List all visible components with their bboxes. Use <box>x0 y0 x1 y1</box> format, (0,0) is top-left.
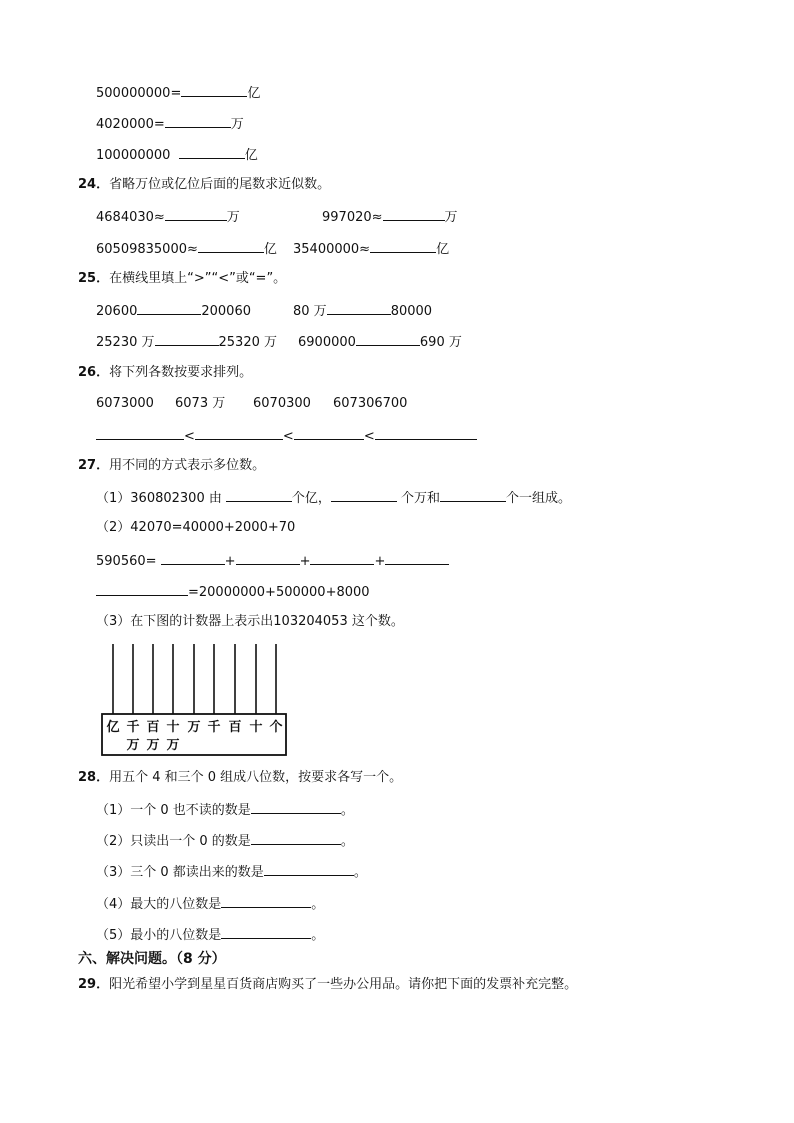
answer-blank[interactable] <box>331 488 397 502</box>
q25-item: 20600 200060 <box>96 301 251 321</box>
abacus-label: 百 <box>228 720 242 735</box>
q27-part3: （3）在下图的计数器上表示出103204053 这个数。 <box>96 614 404 629</box>
q25-item: 80 万 80000 <box>293 301 432 321</box>
abacus-label: 亿 <box>106 720 120 735</box>
q26-ordering-line: < < < <box>96 426 477 446</box>
answer-blank[interactable] <box>310 551 374 565</box>
answer-blank[interactable] <box>155 332 219 346</box>
answer-blank[interactable] <box>251 800 341 814</box>
q26-number: 6070300 <box>253 396 311 411</box>
question-28-title: 28．用五个 4 和三个 0 组成八位数，按要求各写一个。 <box>78 770 403 785</box>
abacus-label: 十 <box>249 720 263 735</box>
answer-blank[interactable] <box>375 426 477 440</box>
q27-part1: （1）360802300 由 个亿， 个万和 个一组成。 <box>96 488 571 508</box>
answer-blank[interactable] <box>165 207 227 221</box>
line-100000000: 100000000 亿 <box>96 145 258 165</box>
question-26-title: 26．将下列各数按要求排列。 <box>78 365 253 380</box>
answer-blank[interactable] <box>195 426 283 440</box>
answer-blank[interactable] <box>264 862 354 876</box>
answer-blank[interactable] <box>96 426 184 440</box>
abacus-label: 万 <box>187 720 201 735</box>
q27-part2-expansion: 590560= + + + <box>96 551 449 571</box>
q24-item: 35400000≈ 亿 <box>293 239 449 259</box>
q27-part2: （2）42070=40000+2000+70 <box>96 520 296 535</box>
answer-blank[interactable] <box>198 239 264 253</box>
q25-item: 25230 万 25320 万 <box>96 332 277 352</box>
abacus-label: 个 <box>269 720 283 735</box>
q28-item: （3）三个 0 都读出来的数是 。 <box>96 862 367 882</box>
answer-blank[interactable] <box>137 301 201 315</box>
answer-blank[interactable] <box>236 551 300 565</box>
line-4020000: 4020000= 万 <box>96 114 244 134</box>
answer-blank[interactable] <box>221 894 311 908</box>
q24-item: 4684030≈ 万 <box>96 207 240 227</box>
abacus-label: 千 <box>126 720 140 735</box>
answer-blank[interactable] <box>96 582 188 596</box>
answer-blank[interactable] <box>251 831 341 845</box>
q26-number: 6073000 <box>96 396 154 411</box>
answer-blank[interactable] <box>356 332 420 346</box>
q28-item: （2）只读出一个 0 的数是 。 <box>96 831 354 851</box>
q28-item: （5）最小的八位数是 。 <box>96 925 324 945</box>
answer-blank[interactable] <box>181 83 247 97</box>
answer-blank[interactable] <box>370 239 436 253</box>
question-24-title: 24．省略万位或亿位后面的尾数求近似数。 <box>78 177 331 192</box>
q24-item: 997020≈ 万 <box>322 207 458 227</box>
q28-item: （4）最大的八位数是 。 <box>96 894 324 914</box>
q25-item: 6900000 690 万 <box>298 332 462 352</box>
abacus-drawing <box>101 644 287 756</box>
answer-blank[interactable] <box>165 114 231 128</box>
answer-blank[interactable] <box>440 488 506 502</box>
q24-item: 60509835000≈ 亿 <box>96 239 277 259</box>
abacus-label: 千 <box>207 720 221 735</box>
abacus-label-wan: 万 <box>146 738 160 753</box>
answer-blank[interactable] <box>327 301 391 315</box>
abacus-label: 十 <box>166 720 180 735</box>
answer-blank[interactable] <box>383 207 445 221</box>
q26-number: 6073 万 <box>175 396 226 411</box>
answer-blank[interactable] <box>221 925 311 939</box>
answer-blank[interactable] <box>161 551 225 565</box>
question-27-title: 27．用不同的方式表示多位数。 <box>78 458 266 473</box>
answer-blank[interactable] <box>226 488 292 502</box>
answer-blank[interactable] <box>385 551 449 565</box>
abacus-label-wan: 万 <box>126 738 140 753</box>
question-25-title: 25．在横线里填上“>”“<”或“=”。 <box>78 271 287 286</box>
abacus-label: 百 <box>146 720 160 735</box>
line-500000000: 500000000= 亿 <box>96 83 260 103</box>
question-29-title: 29．阳光希望小学到星星百货商店购买了一些办公用品。请你把下面的发票补充完整。 <box>78 977 578 992</box>
section-6-heading: 六、解决问题。（8 分） <box>78 951 226 967</box>
abacus-label-wan: 万 <box>166 738 180 753</box>
counter-abacus <box>101 644 287 756</box>
q28-item: （1）一个 0 也不读的数是 。 <box>96 800 354 820</box>
q27-part2-reverse: =20000000+500000+8000 <box>96 582 370 602</box>
answer-blank[interactable] <box>294 426 364 440</box>
q26-number: 607306700 <box>333 396 408 411</box>
answer-blank[interactable] <box>179 145 245 159</box>
